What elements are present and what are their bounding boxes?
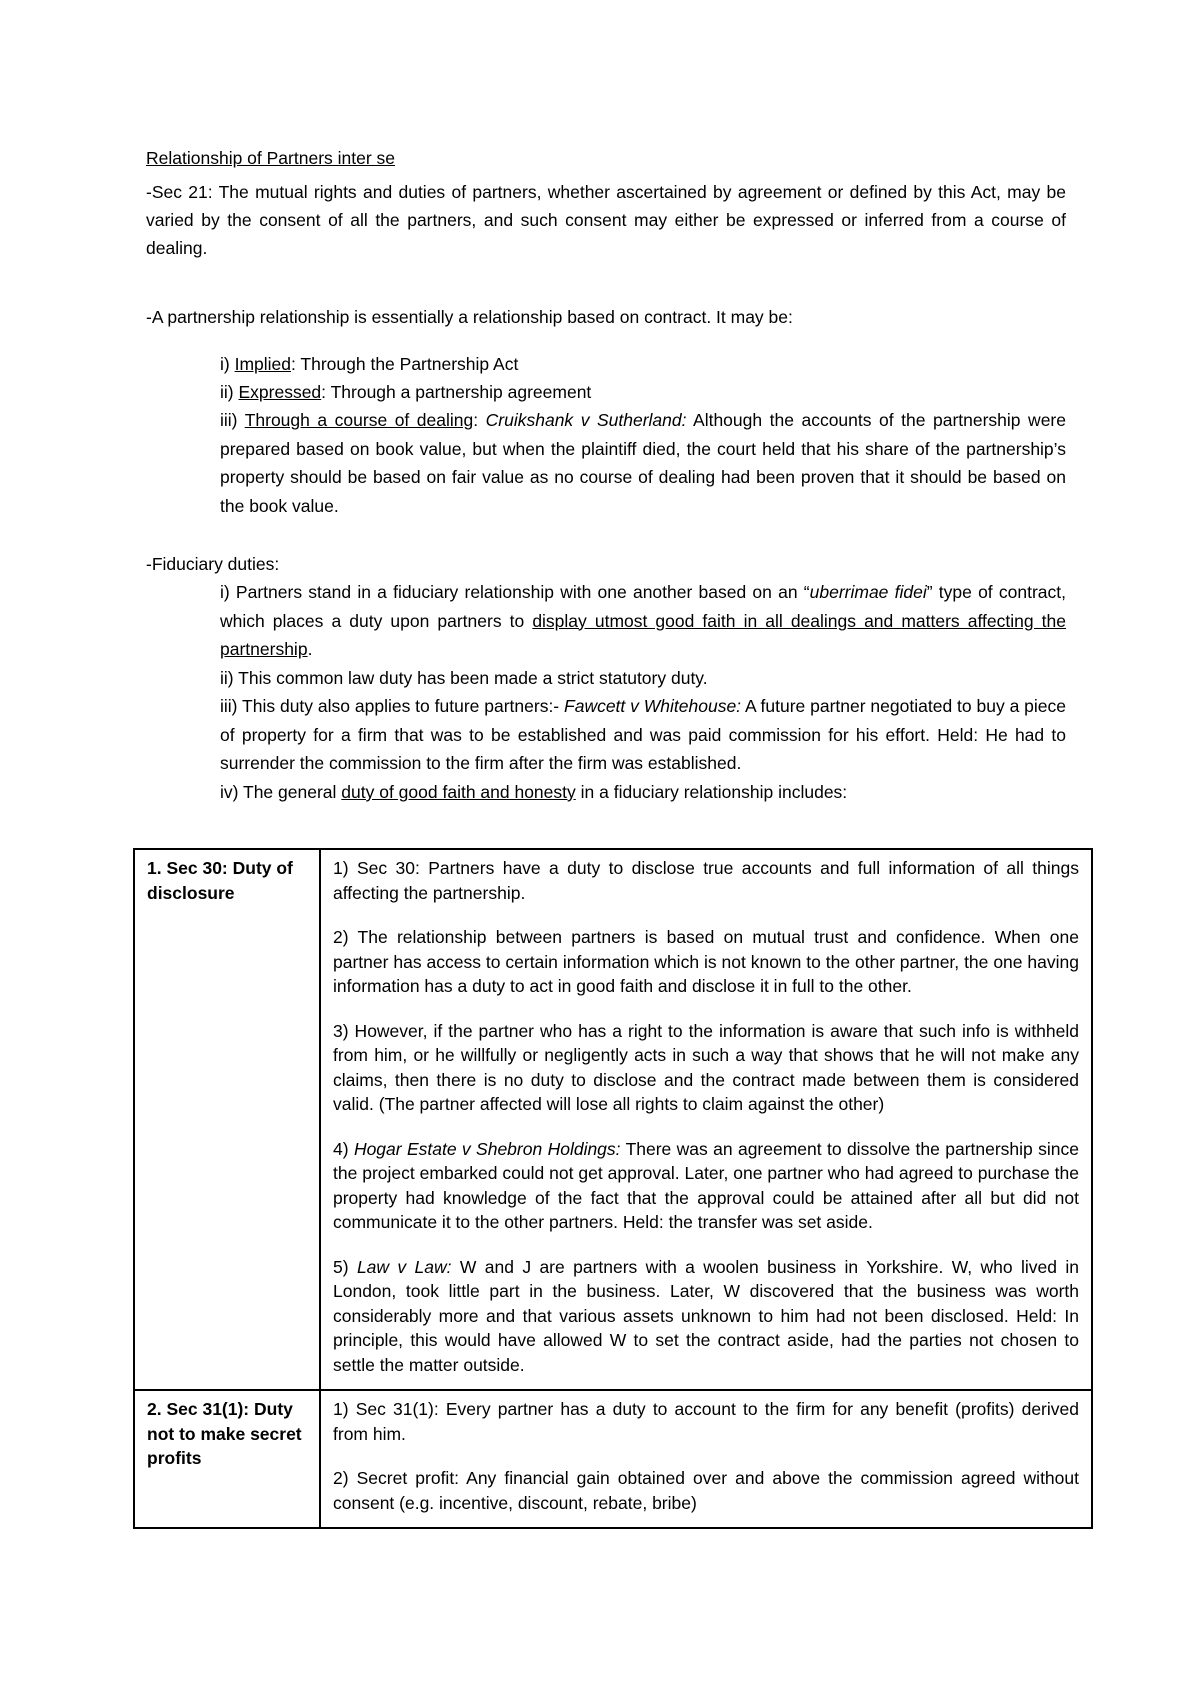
item-term: Through a course of dealing [244, 410, 474, 430]
detail-paragraph [333, 1397, 1079, 1446]
sec21-text: The mutual rights and duties of partners, whether ascertained by agreement or defined by this Act, may be varied by the consent of all the partners, and such consent may either be expressed or inferred from a course of dealing. [146, 182, 1066, 258]
item-term: Expressed [238, 382, 322, 402]
contract-item-implied [220, 350, 518, 378]
detail-paragraph [333, 1137, 1079, 1235]
fiduciary-heading: -Fiduciary duties: [146, 554, 280, 574]
page-title: Relationship of Partners inter se [146, 148, 396, 168]
detail-text: 1) Sec 30: Partners have a duty to disclose true accounts and full information of all things affecting the partnership. [333, 858, 1079, 903]
detail-text: 3) However, if the partner who has a right to the information is aware that such info is withheld from him, or he willfully or negligently acts in such a way that shows that he will not make any claims, then there is no duty to disclose and the contract made between them is considered valid. (The partner affected will lose all rights to claim against the other) [333, 1020, 1079, 1114]
item-number: i) [220, 354, 230, 374]
fiduciary-item-3 [220, 692, 1066, 778]
fiduciary-text: . [307, 639, 313, 659]
detail-text: 4) [333, 1138, 354, 1159]
fiduciary-item-4 [220, 778, 847, 806]
fiduciary-text: in a fiduciary relationship includes: [575, 782, 848, 802]
duty-label: 2. Sec 31(1): Duty not to make secret profits [147, 1399, 302, 1468]
fiduciary-text: A future partner negotiated to buy a piece of property for a firm that was to be established and was paid commission for his effort. Held: He had to surrender the commission to the firm after the firm was established. [220, 696, 1067, 773]
table-row [134, 849, 1092, 1390]
item-number: ii) [220, 382, 234, 402]
sec21-paragraph [146, 178, 1066, 262]
duty-label-cell [134, 1390, 320, 1528]
item-number: iii) [220, 410, 238, 430]
case-name: Cruikshank v Sutherland: [485, 410, 687, 430]
item-separator: : [473, 410, 486, 430]
case-name: Fawcett v Whitehouse: [564, 696, 742, 716]
detail-paragraph [333, 856, 1079, 905]
fiduciary-item-2: ii) This common law duty has been made a strict statutory duty. [220, 668, 708, 688]
item-term: Implied [234, 354, 292, 374]
duties-table [133, 848, 1093, 1529]
fiduciary-emphasis: duty of good faith and honesty [341, 782, 576, 802]
fiduciary-text: i) Partners stand in a fiduciary relationship with one another based on an “ [220, 582, 810, 602]
latin-term: uberrimae fidei [809, 582, 927, 602]
fiduciary-text: iii) This duty also applies to future partners:- [220, 696, 565, 716]
contract-item-expressed [220, 378, 591, 406]
detail-paragraph [333, 925, 1079, 999]
detail-text: There was an agreement to dissolve the partnership since the project embarked could not get approval. Later, one partner who had agreed to purchase the property had knowledge of the fact that the approval could be attained after all but did not communicate it to the other partners. Held: the transfer was set aside. [333, 1138, 1079, 1232]
case-name: Hogar Estate v Shebron Holdings: [353, 1138, 621, 1159]
fiduciary-emphasis: display utmost good faith in all dealings and matters affecting the partnership [220, 610, 1066, 659]
fiduciary-text: ” type of contract, which places a duty upon partners to [220, 582, 1066, 631]
duty-label: 1. Sec 30: Duty of disclosure [147, 858, 293, 903]
item-text: : Through the Partnership Act [291, 354, 519, 374]
contract-item-course-of-dealing [220, 406, 1066, 520]
detail-text: 5) [333, 1256, 357, 1277]
fiduciary-text: iv) The general [220, 782, 342, 802]
detail-text: 2) The relationship between partners is based on mutual trust and confidence. When one partner has access to certain information which is not known to the other partner, the one having information has a duty to act in good faith and disclose it in full to the other. [333, 927, 1079, 996]
duty-detail-cell [320, 1390, 1092, 1528]
fiduciary-item-1 [220, 578, 1066, 664]
detail-paragraph [333, 1019, 1079, 1117]
item-text: Although the accounts of the partnership were prepared based on book value, but when the plaintiff died, the court held that his share of the partnership’s property should be based on fair value as no course of dealing had been proven that it should be based on the book value. [220, 410, 1066, 516]
detail-text: 1) Sec 31(1): Every partner has a duty to account to the firm for any benefit (profits) derived from him. [333, 1399, 1079, 1444]
case-name: Law v Law: [356, 1256, 452, 1277]
detail-text: 2) Secret profit: Any financial gain obtained over and above the commission agreed without consent (e.g. incentive, discount, rebate, bribe) [333, 1468, 1079, 1513]
detail-paragraph [333, 1255, 1079, 1378]
sec21-lead: -Sec 21: [146, 182, 213, 202]
detail-text: W and J are partners with a woolen business in Yorkshire. W, who lived in London, took little part in the business. Later, W discovered that the business was worth considerably more and that various assets unknown to him had not been disclosed. Held: In principle, this would have allowed W to set the contract aside, had the parties not chosen to settle the matter outside. [333, 1256, 1079, 1375]
detail-paragraph [333, 1466, 1079, 1515]
duty-label-cell [134, 849, 320, 1390]
item-text: : Through a partnership agreement [321, 382, 592, 402]
table-row [134, 1390, 1092, 1528]
contract-intro: -A partnership relationship is essentially a relationship based on contract. It may be: [146, 307, 793, 327]
duty-detail-cell [320, 849, 1092, 1390]
